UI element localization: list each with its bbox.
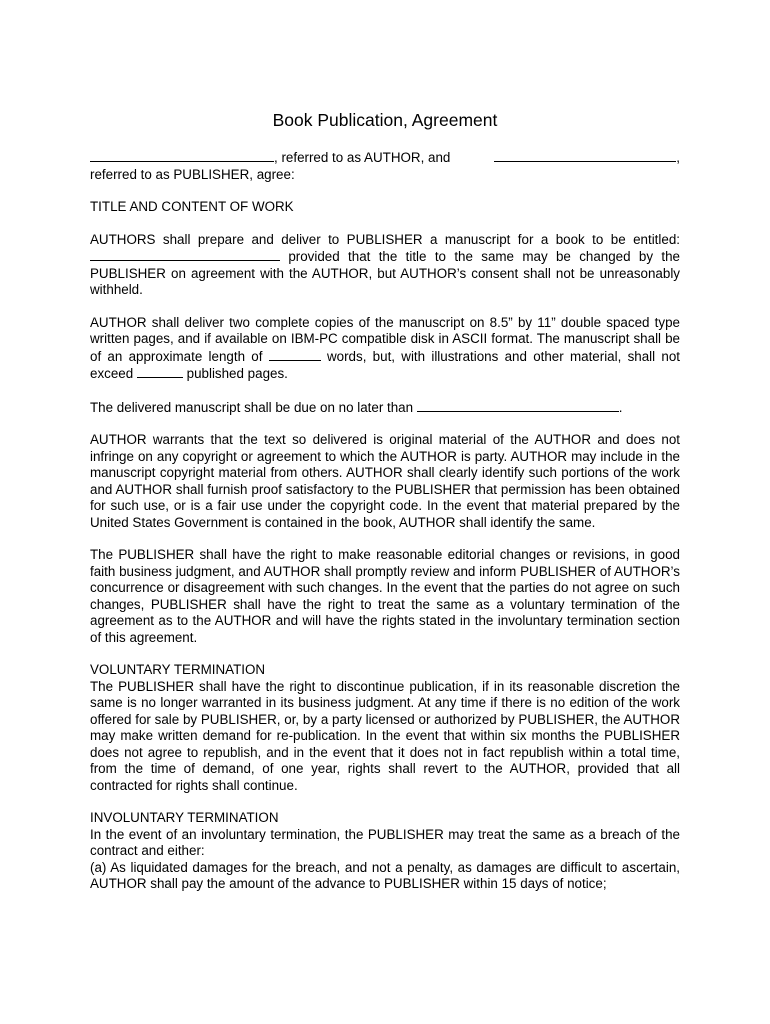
paragraph-due-date [90,399,680,417]
publisher-name-group [494,149,680,167]
paragraph-warranty: AUTHOR warrants that the text so delivered is original material of the AUTHOR and does not infringe on any copyright or agreement to which the AUTHOR is party. AUTHOR may include in the manuscript copyright material from others. AUTHOR shall clearly identify such portions of the work and AUTHOR shall furnish proof satisfactory to the PUBLISHER that permission has been obtained for such use, or is a fair use under the copyright code. In the event that material prepared by the United States Government is contained in the book, AUTHOR shall identify the same. [90,432,680,530]
page-count-blank[interactable] [137,365,183,378]
due-date-blank[interactable] [417,399,619,412]
referred-publisher-text: referred to as PUBLISHER, agree: [90,166,295,182]
publisher-comma: , [676,150,680,165]
referred-author-text: , referred to as AUTHOR, and [274,150,451,165]
involuntary-termination-heading: INVOLUNTARY TERMINATION [90,810,279,825]
paragraph-manuscript-line1: AUTHORS shall prepare and deliver to PUBLISHER a manuscript for a book to be entitled: [90,231,680,247]
document-title: Book Publication, Agreement [272,110,498,130]
paragraph-due-date-period: . [618,399,623,415]
book-title-blank[interactable] [90,248,280,261]
paragraph-liquidated-damages: (a) As liquidated damages for the breach, and not a penalty, as damages are difficult to ascertain, AUTHOR shall pay the amount of the advance to PUBLISHER within 15 days of notice; [90,859,680,891]
paragraph-due-date-text: The delivered manuscript shall be due on no later than [90,399,417,415]
publisher-name-blank[interactable] [494,149,676,162]
paragraph-editorial: The PUBLISHER shall have the right to make reasonable editorial changes or revisions, in good faith business judgment, and AUTHOR shall promptly review and inform PUBLISHER of AUTHOR’s concurrence or disagreement with such changes. In the event that the parties do not agree on such changes, PUBLISHER shall have the right to treat the same as a voluntary termination of the agreement as to the AUTHOR and will have the rights stated in the involuntary termination section of this agreement. [90,547,680,645]
title-content-heading: TITLE AND CONTENT OF WORK [90,199,294,214]
paragraph-delivery-part2: words, but, with illustrations and other material, shall not exceed [90,348,680,381]
author-name-blank[interactable] [90,149,274,162]
paragraph-delivery [90,315,680,383]
paragraph-delivery-part3: published pages. [182,366,288,381]
paragraph-voluntary-termination: The PUBLISHER shall have the right to discontinue publication, if in its reasonable discretion the same is no longer warranted in its business judgment. At any time if there is no edition of the work offered for sale by PUBLISHER, or, by a party licensed or authorized by PUBLISHER, the AUTHOR may make written demand for re-publication. In the event that within six months the PUBLISHER does not agree to republish, and in the event that it does not in fact republish within a total time, from the time of demand, of one year, rights shall revert to the AUTHOR, provided that all contracted for rights shall continue. [90,678,680,793]
paragraph-involuntary-termination: In the event of an involuntary termination, the PUBLISHER may treat the same as a breach of the contract and either: [90,826,680,858]
word-count-blank[interactable] [269,348,321,361]
parties-line [90,149,680,167]
voluntary-termination-heading: VOLUNTARY TERMINATION [90,662,266,677]
paragraph-manuscript-rest: PUBLISHER on agreement with the AUTHOR, but AUTHOR’s consent shall not be unreasonably withheld. [90,265,680,297]
paragraph-delivery-part1: AUTHOR shall deliver two complete copies of the manuscript on 8.5” by 11” double spaced type written pages, and if available on IBM-PC compatible disk in ASCII format. The manuscript shall be of an approximate length of [90,314,680,364]
document-body [90,149,680,893]
paragraph-manuscript [90,232,680,299]
paragraph-manuscript-line2: provided that the title to the same may be changed by the [280,249,680,264]
author-name-group [90,149,450,167]
